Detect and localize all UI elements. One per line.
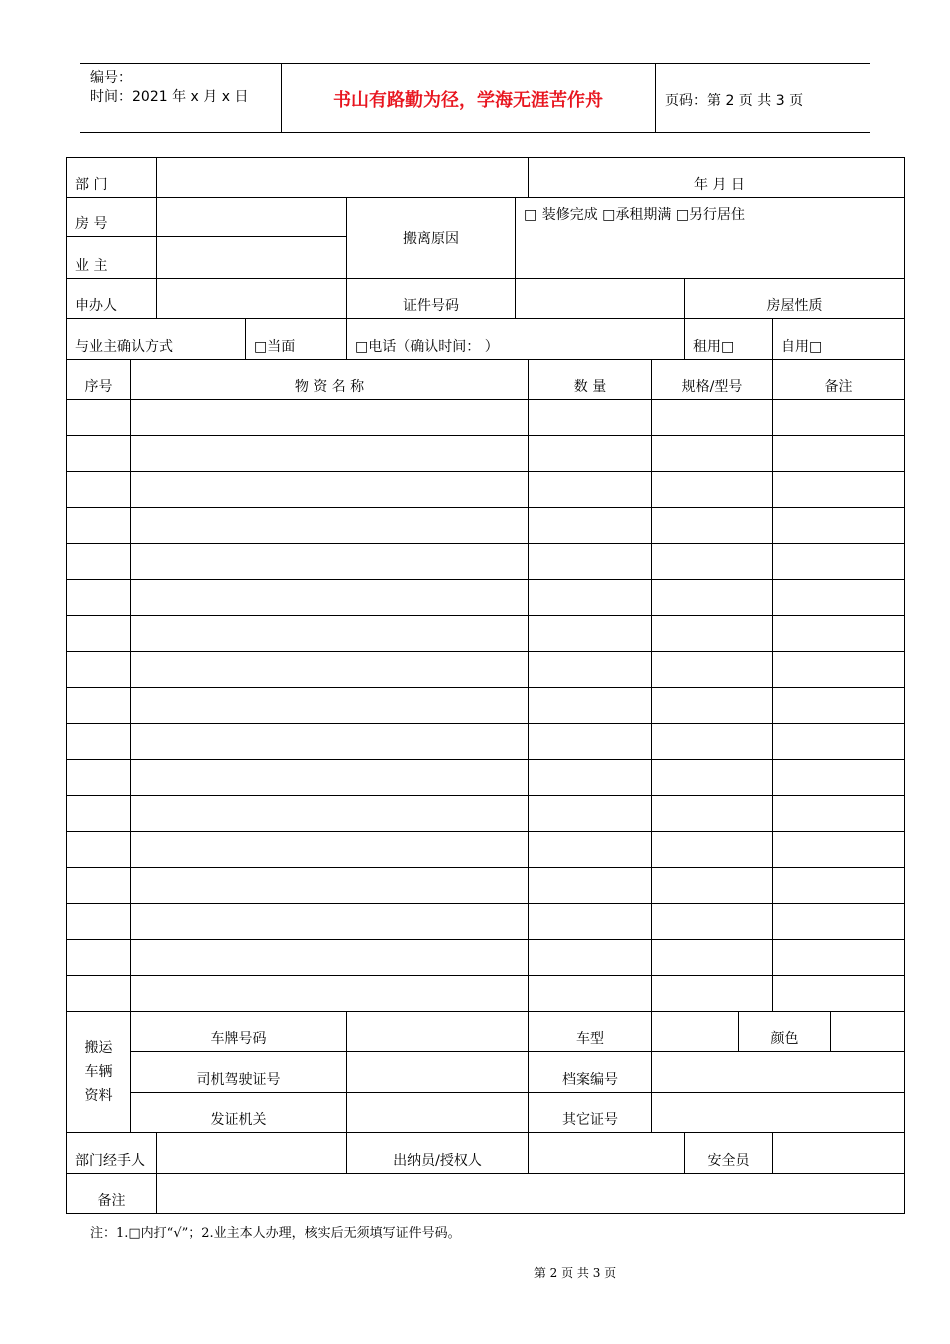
plate-value[interactable] [347, 1012, 529, 1052]
other-id-value[interactable] [652, 1093, 905, 1133]
handler-value[interactable] [157, 1133, 347, 1174]
item-remark-cell[interactable] [773, 688, 905, 724]
remark-value[interactable] [157, 1174, 905, 1214]
item-seq-cell[interactable] [67, 940, 131, 976]
item-spec-cell[interactable] [652, 508, 773, 544]
item-qty-cell[interactable] [529, 940, 652, 976]
item-remark-cell[interactable] [773, 544, 905, 580]
header-divider [655, 64, 656, 132]
item-remark-cell[interactable] [773, 616, 905, 652]
item-spec-cell[interactable] [652, 724, 773, 760]
item-name-cell[interactable] [131, 796, 529, 832]
footer-page-number: 第 2 页 共 3 页 [533, 1266, 617, 1280]
item-seq-cell[interactable] [67, 904, 131, 940]
item-remark-cell[interactable] [773, 904, 905, 940]
item-spec-cell[interactable] [652, 616, 773, 652]
item-spec-cell[interactable] [652, 868, 773, 904]
item-seq-cell[interactable] [67, 616, 131, 652]
room-label: 房 号 [67, 198, 157, 237]
item-spec-cell[interactable] [652, 832, 773, 868]
item-row [67, 904, 905, 940]
item-remark-cell[interactable] [773, 760, 905, 796]
item-spec-cell[interactable] [652, 472, 773, 508]
date-field[interactable]: 年 月 日 [529, 158, 905, 198]
item-name-cell[interactable] [131, 940, 529, 976]
car-type-value[interactable] [652, 1012, 739, 1052]
remark-label: 备注 [67, 1174, 157, 1214]
page-header [80, 63, 870, 133]
item-qty-cell[interactable] [529, 976, 652, 1012]
page-footer [0, 1264, 950, 1281]
item-qty-cell[interactable] [529, 832, 652, 868]
file-no-label: 档案编号 [529, 1052, 652, 1093]
item-spec-cell[interactable] [652, 436, 773, 472]
item-name-cell[interactable] [131, 904, 529, 940]
item-name-cell[interactable] [131, 580, 529, 616]
item-qty-cell[interactable] [529, 724, 652, 760]
col-seq: 序号 [67, 360, 131, 400]
cashier-value[interactable] [529, 1133, 685, 1174]
header-page-info: 页码：第 2 页 共 3 页 [665, 93, 804, 109]
col-spec: 规格/型号 [652, 360, 773, 400]
applicant-value[interactable] [157, 279, 347, 319]
issuer-label: 发证机关 [131, 1093, 347, 1133]
item-seq-cell[interactable] [67, 544, 131, 580]
item-row [67, 580, 905, 616]
item-name-cell[interactable] [131, 760, 529, 796]
item-name-cell[interactable] [131, 652, 529, 688]
driver-license-label: 司机驾驶证号 [131, 1052, 347, 1093]
item-qty-cell[interactable] [529, 544, 652, 580]
color-label: 颜色 [739, 1012, 831, 1052]
item-qty-cell[interactable] [529, 760, 652, 796]
item-remark-cell[interactable] [773, 472, 905, 508]
item-qty-cell[interactable] [529, 796, 652, 832]
color-value[interactable] [831, 1012, 905, 1052]
item-qty-cell[interactable] [529, 472, 652, 508]
item-row [67, 868, 905, 904]
col-remark: 备注 [773, 360, 905, 400]
item-spec-cell[interactable] [652, 904, 773, 940]
safety-value[interactable] [773, 1133, 905, 1174]
cashier-label: 出纳员/授权人 [347, 1133, 529, 1174]
item-qty-cell[interactable] [529, 616, 652, 652]
header-motto: 书山有路勤为径，学海无涯苦作舟 [333, 90, 603, 111]
item-qty-cell[interactable] [529, 652, 652, 688]
item-spec-cell[interactable] [652, 688, 773, 724]
col-quantity: 数 量 [529, 360, 652, 400]
item-row [67, 400, 905, 436]
item-name-cell[interactable] [131, 868, 529, 904]
item-seq-cell[interactable] [67, 400, 131, 436]
item-qty-cell[interactable] [529, 868, 652, 904]
file-no-value[interactable] [652, 1052, 905, 1093]
item-seq-cell[interactable] [67, 976, 131, 1012]
issuer-value[interactable] [347, 1093, 529, 1133]
item-remark-cell[interactable] [773, 976, 905, 1012]
reason-options[interactable]: □ 装修完成 □承租期满 □另行居住 [516, 198, 905, 279]
col-item-name: 物 资 名 称 [131, 360, 529, 400]
item-spec-cell[interactable] [652, 976, 773, 1012]
item-spec-cell[interactable] [652, 544, 773, 580]
item-name-cell[interactable] [131, 400, 529, 436]
item-seq-cell[interactable] [67, 868, 131, 904]
doc-number-label: 编号： [90, 70, 132, 86]
item-row [67, 508, 905, 544]
item-remark-cell[interactable] [773, 508, 905, 544]
item-qty-cell[interactable] [529, 400, 652, 436]
item-remark-cell[interactable] [773, 400, 905, 436]
house-type-label: 房屋性质 [685, 279, 905, 319]
item-seq-cell[interactable] [67, 724, 131, 760]
confirm-phone[interactable]: □电话（确认时间： ） [347, 319, 685, 360]
item-qty-cell[interactable] [529, 508, 652, 544]
rent-option[interactable]: 租用□ [685, 319, 773, 360]
item-name-cell[interactable] [131, 544, 529, 580]
item-seq-cell[interactable] [67, 760, 131, 796]
item-remark-cell[interactable] [773, 580, 905, 616]
item-qty-cell[interactable] [529, 436, 652, 472]
item-seq-cell[interactable] [67, 652, 131, 688]
item-name-cell[interactable] [131, 616, 529, 652]
item-row [67, 472, 905, 508]
item-seq-cell[interactable] [67, 580, 131, 616]
safety-label: 安全员 [685, 1133, 773, 1174]
vehicle-section-label: 搬运车辆资料 [67, 1012, 131, 1133]
item-seq-cell[interactable] [67, 508, 131, 544]
item-row [67, 544, 905, 580]
item-remark-cell[interactable] [773, 724, 905, 760]
item-seq-cell[interactable] [67, 832, 131, 868]
item-qty-cell[interactable] [529, 580, 652, 616]
owner-value[interactable] [157, 237, 347, 279]
item-qty-cell[interactable] [529, 904, 652, 940]
item-row [67, 796, 905, 832]
item-row [67, 652, 905, 688]
footnote: 注：1.□内打“√”；2.业主本人办理，核实后无须填写证件号码。 [90, 1226, 461, 1241]
confirm-in-person[interactable]: □当面 [246, 319, 347, 360]
header-date: 时间：2021 年 x 月 x 日 [90, 89, 249, 105]
item-spec-cell[interactable] [652, 760, 773, 796]
other-id-label: 其它证号 [529, 1093, 652, 1133]
item-row [67, 760, 905, 796]
item-row [67, 976, 905, 1012]
item-spec-cell[interactable] [652, 400, 773, 436]
item-seq-cell[interactable] [67, 688, 131, 724]
item-row [67, 436, 905, 472]
item-remark-cell[interactable] [773, 940, 905, 976]
item-qty-cell[interactable] [529, 688, 652, 724]
item-name-cell[interactable] [131, 724, 529, 760]
item-seq-cell[interactable] [67, 436, 131, 472]
item-remark-cell[interactable] [773, 436, 905, 472]
owner-label: 业 主 [67, 237, 157, 279]
self-use-option[interactable]: 自用□ [773, 319, 905, 360]
item-spec-cell[interactable] [652, 580, 773, 616]
confirm-label: 与业主确认方式 [67, 319, 246, 360]
item-name-cell[interactable] [131, 832, 529, 868]
plate-label: 车牌号码 [131, 1012, 347, 1052]
car-type-label: 车型 [529, 1012, 652, 1052]
item-seq-cell[interactable] [67, 472, 131, 508]
handler-label: 部门经手人 [67, 1133, 157, 1174]
item-row [67, 688, 905, 724]
item-name-cell[interactable] [131, 976, 529, 1012]
item-name-cell[interactable] [131, 508, 529, 544]
item-seq-cell[interactable] [67, 796, 131, 832]
dept-value[interactable] [157, 158, 529, 198]
room-value[interactable] [157, 198, 347, 237]
driver-license-value[interactable] [347, 1052, 529, 1093]
dept-label: 部 门 [67, 158, 157, 198]
item-row [67, 724, 905, 760]
item-spec-cell[interactable] [652, 652, 773, 688]
item-spec-cell[interactable] [652, 940, 773, 976]
id-label: 证件号码 [347, 279, 516, 319]
item-remark-cell[interactable] [773, 868, 905, 904]
id-value[interactable] [516, 279, 685, 319]
item-row [67, 940, 905, 976]
reason-label: 搬离原因 [347, 198, 516, 279]
item-remark-cell[interactable] [773, 832, 905, 868]
item-row [67, 832, 905, 868]
item-rows [67, 400, 905, 1012]
item-remark-cell[interactable] [773, 796, 905, 832]
item-name-cell[interactable] [131, 472, 529, 508]
item-remark-cell[interactable] [773, 652, 905, 688]
move-out-form [66, 157, 905, 1214]
applicant-label: 申办人 [67, 279, 157, 319]
item-name-cell[interactable] [131, 436, 529, 472]
item-spec-cell[interactable] [652, 796, 773, 832]
item-name-cell[interactable] [131, 688, 529, 724]
item-row [67, 616, 905, 652]
